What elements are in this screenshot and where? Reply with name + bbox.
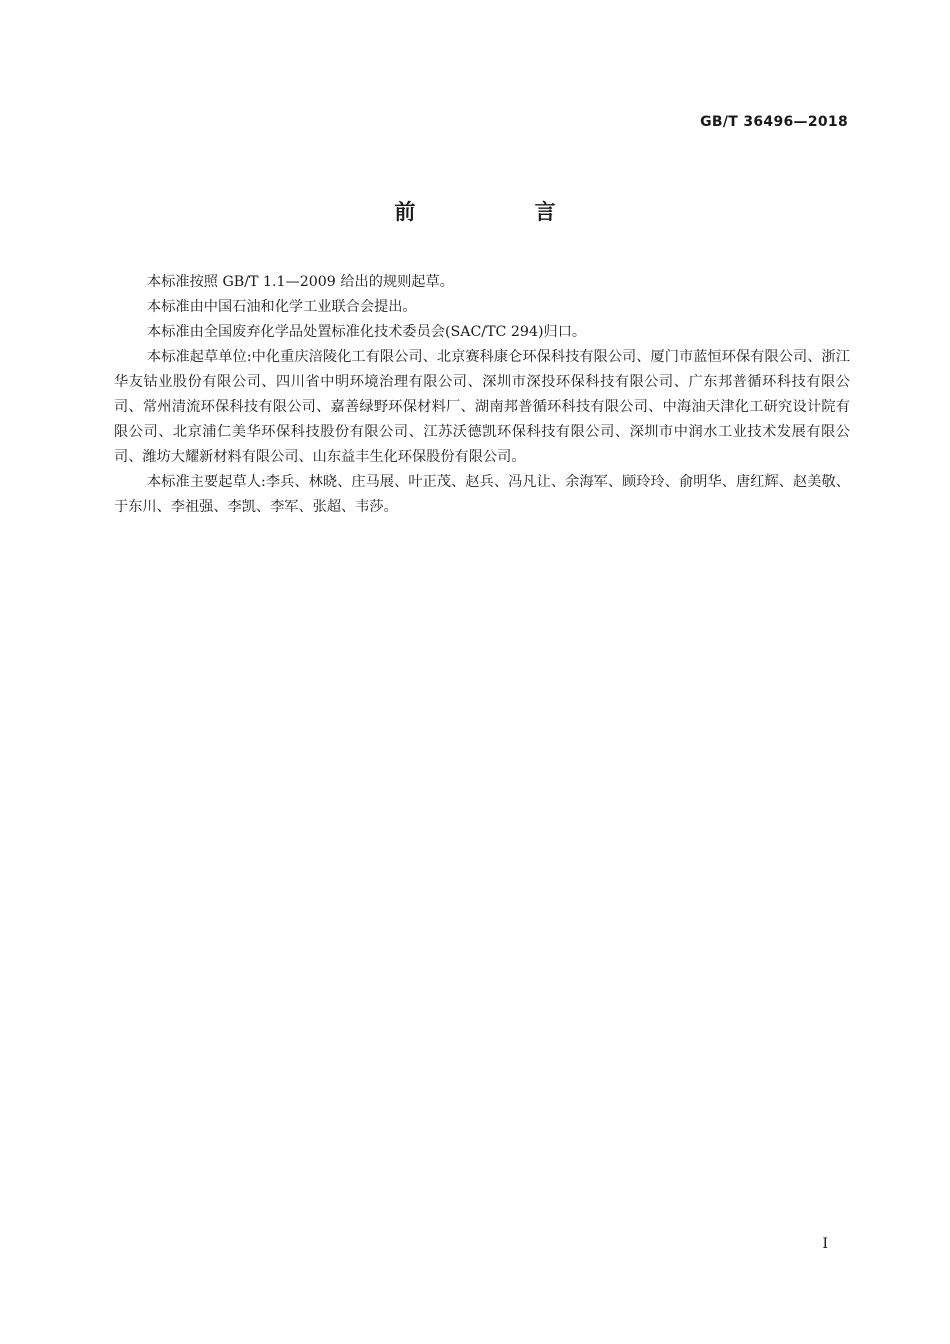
page-number: I	[822, 1236, 828, 1252]
page-title: 前 言	[394, 200, 612, 224]
foreword-body	[114, 270, 850, 520]
paragraph-main-drafters: 本标准主要起草人:李兵、林晓、庄马展、叶正茂、赵兵、冯凡让、余海军、顾玲玲、俞明华、唐红辉、赵美敬、于东川、李祖强、李凯、李军、张超、韦莎。	[114, 474, 850, 515]
paragraph-centralized-by: 本标准由全国废弃化学品处置标准化技术委员会(SAC/TC 294)归口。	[147, 324, 587, 340]
paragraph-drafting-units: 本标准起草单位:中化重庆涪陵化工有限公司、北京赛科康仑环保科技有限公司、厦门市蓝恒环保有限公司、浙江华友钴业股份有限公司、四川省中明环境治理有限公司、深圳市深投环保科技有限公司、广东邦普循环科技有限公司、常州清流环保科技有限公司、嘉善绿野环保材料厂、湖南邦普循环科技有限公司、中海油天津化工研究设计院有限公司、北京浦仁美华环保科技股份有限公司、江苏沃德凯环保科技有限公司、深圳市中润水工业技术发展有限公司、潍坊大耀新材料有限公司、山东益丰生化环保股份有限公司。	[114, 349, 850, 465]
paragraph-proposer: 本标准由中国石油和化学工业联合会提出。	[147, 299, 417, 315]
standard-number: GB/T 36496—2018	[700, 114, 848, 130]
paragraph-drafting-rules: 本标准按照 GB/T 1.1—2009 给出的规则起草。	[147, 274, 454, 290]
